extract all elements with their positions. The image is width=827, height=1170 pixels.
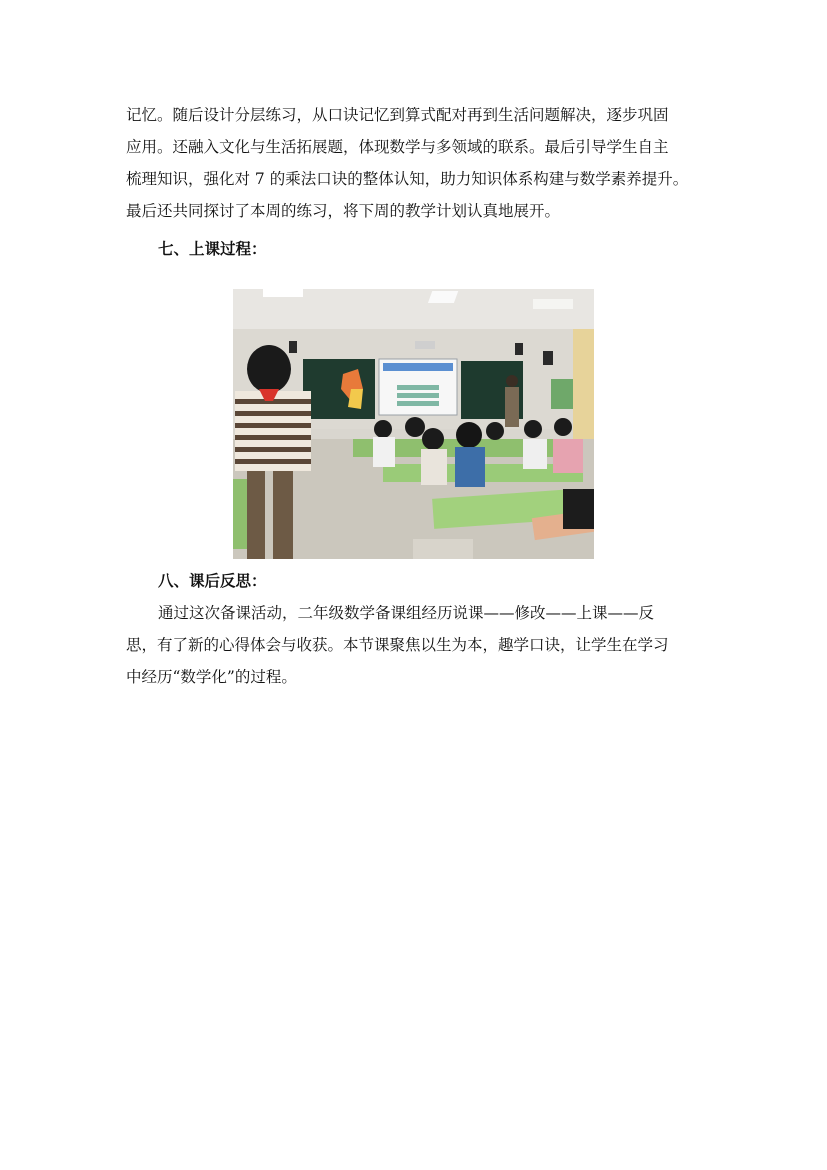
classroom-photo [233,289,594,559]
paragraph-line: 通过这次备课活动，二年级数学备课组经历说课——修改——上课——反 [158,604,655,622]
paragraph-line: 最后还共同探讨了本周的练习，将下周的教学计划认真地展开。 [126,202,561,220]
paragraph-line: 梳理知识，强化对 7 的乘法口诀的整体认知，助力知识体系构建与数学素养提升。 [126,170,689,188]
section-heading-reflection: 八、课后反思： [158,571,267,590]
paragraph-line: 应用。还融入文化与生活拓展题，体现数学与多领域的联系。最后引导学生自主 [126,138,669,156]
paragraph-lesson-design [126,99,706,227]
paragraph-reflection [126,597,706,693]
section-heading-class-process: 七、上课过程： [158,239,267,258]
paragraph-line: 记忆。随后设计分层练习，从口诀记忆到算式配对再到生活问题解决，逐步巩固 [126,106,669,124]
paragraph-line: 中经历“数学化”的过程。 [126,668,297,686]
paragraph-line: 思，有了新的心得体会与收获。本节课聚焦以生为本，趣学口诀，让学生在学习 [126,636,669,654]
